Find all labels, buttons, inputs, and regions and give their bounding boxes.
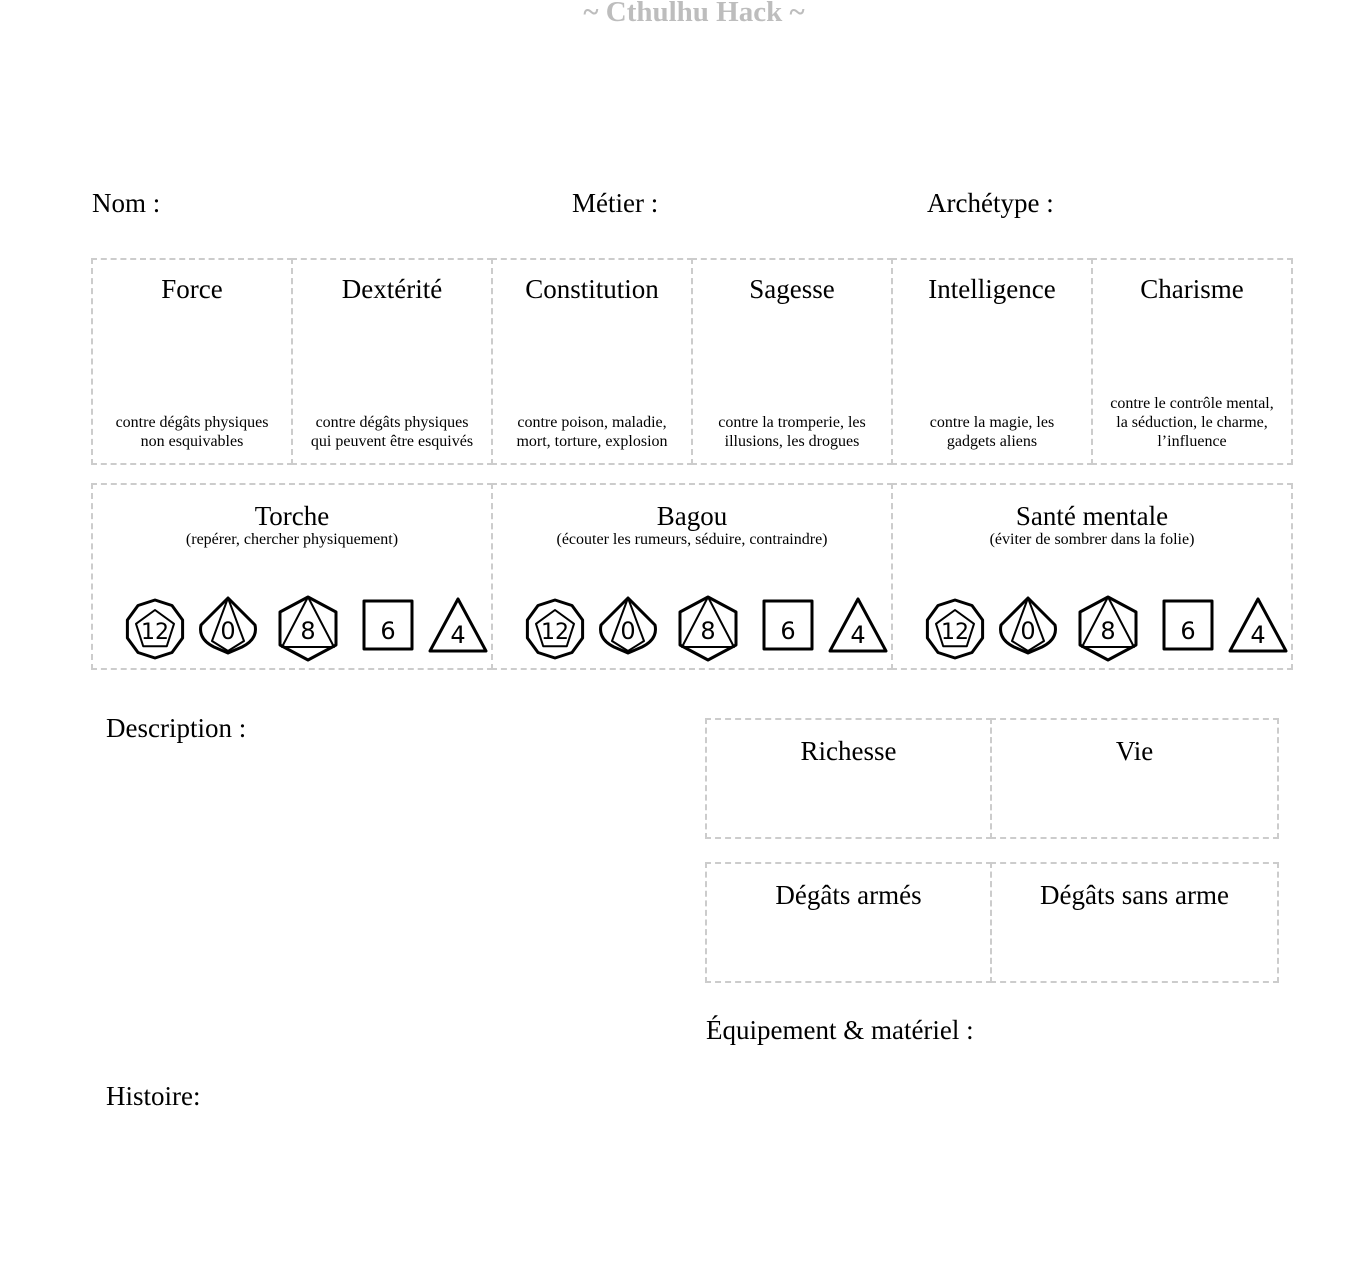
stat-description-line: gadgets aliens — [946, 433, 1038, 450]
life-box[interactable] — [990, 718, 1279, 839]
stat-description-line: non esquivables — [140, 433, 244, 450]
stat-box-3[interactable] — [691, 258, 893, 465]
stat-description — [1097, 394, 1287, 451]
d10-icon — [996, 595, 1060, 663]
armed-damage-box[interactable] — [705, 862, 992, 983]
die-label: 6 — [780, 617, 796, 645]
resource-name: Bagou — [656, 501, 728, 531]
die-label: 12 — [141, 620, 169, 645]
resource-subtitle: (repérer, chercher physiquement) — [185, 531, 399, 548]
die-label: 8 — [1100, 617, 1116, 645]
stat-name: Constitution — [525, 274, 659, 304]
resource-subtitle: (éviter de sombrer dans la folie) — [989, 531, 1195, 548]
die-label: 0 — [1020, 617, 1036, 645]
d6-icon — [756, 595, 820, 663]
stat-name: Sagesse — [749, 274, 835, 304]
die-label: 4 — [1250, 621, 1266, 649]
d6-icon — [1156, 595, 1220, 663]
stat-description-line: illusions, les drogues — [724, 433, 860, 450]
stat-box-5[interactable] — [1091, 258, 1293, 465]
resource-box-1[interactable] — [491, 483, 893, 670]
die-label: 12 — [941, 620, 969, 645]
d12-icon — [523, 595, 587, 663]
stat-box-4[interactable] — [891, 258, 1093, 465]
stat-box-2[interactable] — [491, 258, 693, 465]
stat-description-line: contre la magie, les — [929, 414, 1055, 431]
description-label: Description : — [106, 713, 247, 743]
stat-description — [97, 413, 287, 451]
resource-dice — [923, 595, 1287, 665]
die-label: 8 — [300, 617, 316, 645]
stat-description-line: contre dégâts physiques — [315, 414, 469, 431]
stat-description — [697, 413, 887, 451]
sheet-title: ~ Cthulhu Hack ~ — [583, 0, 805, 28]
name-field-label: Nom : — [92, 188, 161, 218]
stat-description-line: l’influence — [1157, 433, 1227, 450]
resource-dice — [123, 595, 487, 665]
history-label: Histoire: — [106, 1081, 201, 1111]
resource-box-2[interactable] — [891, 483, 1293, 670]
stat-name: Intelligence — [928, 274, 1056, 304]
stat-description — [897, 413, 1087, 451]
unarmed-damage-box[interactable] — [990, 862, 1279, 983]
d8-icon — [276, 595, 340, 663]
d8-icon — [1076, 595, 1140, 663]
stat-description — [297, 413, 487, 451]
die-label: 4 — [450, 621, 466, 649]
d6-icon — [356, 595, 420, 663]
die-label: 8 — [700, 617, 716, 645]
unarmed-damage-label: Dégâts sans arme — [1040, 880, 1229, 910]
stat-box-1[interactable] — [291, 258, 493, 465]
equipment-label: Équipement & matériel : — [706, 1015, 974, 1045]
resource-name: Santé mentale — [1015, 501, 1169, 531]
resource-name: Torche — [254, 501, 330, 531]
stat-box-0[interactable] — [91, 258, 293, 465]
archetype-field-label: Archétype : — [927, 188, 1054, 218]
stat-description-line: contre le contrôle mental, — [1110, 395, 1274, 412]
d4-icon — [826, 595, 890, 663]
stat-name: Dextérité — [341, 274, 443, 304]
d10-icon — [196, 595, 260, 663]
d12-icon — [923, 595, 987, 663]
stat-description-line: mort, torture, explosion — [516, 433, 668, 450]
stat-description-line: la séduction, le charme, — [1116, 414, 1268, 431]
die-label: 0 — [620, 617, 636, 645]
wealth-label: Richesse — [800, 736, 897, 766]
stat-description-line: qui peuvent être esquivés — [310, 433, 474, 450]
job-field-label: Métier : — [572, 188, 659, 218]
stat-name: Charisme — [1140, 274, 1244, 304]
life-label: Vie — [1115, 736, 1154, 766]
die-label: 0 — [220, 617, 236, 645]
stat-description-line: contre la tromperie, les — [718, 414, 866, 431]
wealth-box[interactable] — [705, 718, 992, 839]
stat-description-line: contre poison, maladie, — [517, 414, 667, 431]
stat-description — [497, 413, 687, 451]
resource-box-0[interactable] — [91, 483, 493, 670]
armed-damage-label: Dégâts armés — [775, 880, 922, 910]
resource-subtitle: (écouter les rumeurs, séduire, contraindre) — [556, 531, 828, 548]
d10-icon — [596, 595, 660, 663]
stat-description-line: contre dégâts physiques — [115, 414, 269, 431]
stat-name: Force — [161, 274, 223, 304]
die-label: 6 — [380, 617, 396, 645]
d4-icon — [426, 595, 490, 663]
die-label: 4 — [850, 621, 866, 649]
d8-icon — [676, 595, 740, 663]
d12-icon — [123, 595, 187, 663]
die-label: 6 — [1180, 617, 1196, 645]
resource-dice — [523, 595, 887, 665]
d4-icon — [1226, 595, 1290, 663]
die-label: 12 — [541, 620, 569, 645]
